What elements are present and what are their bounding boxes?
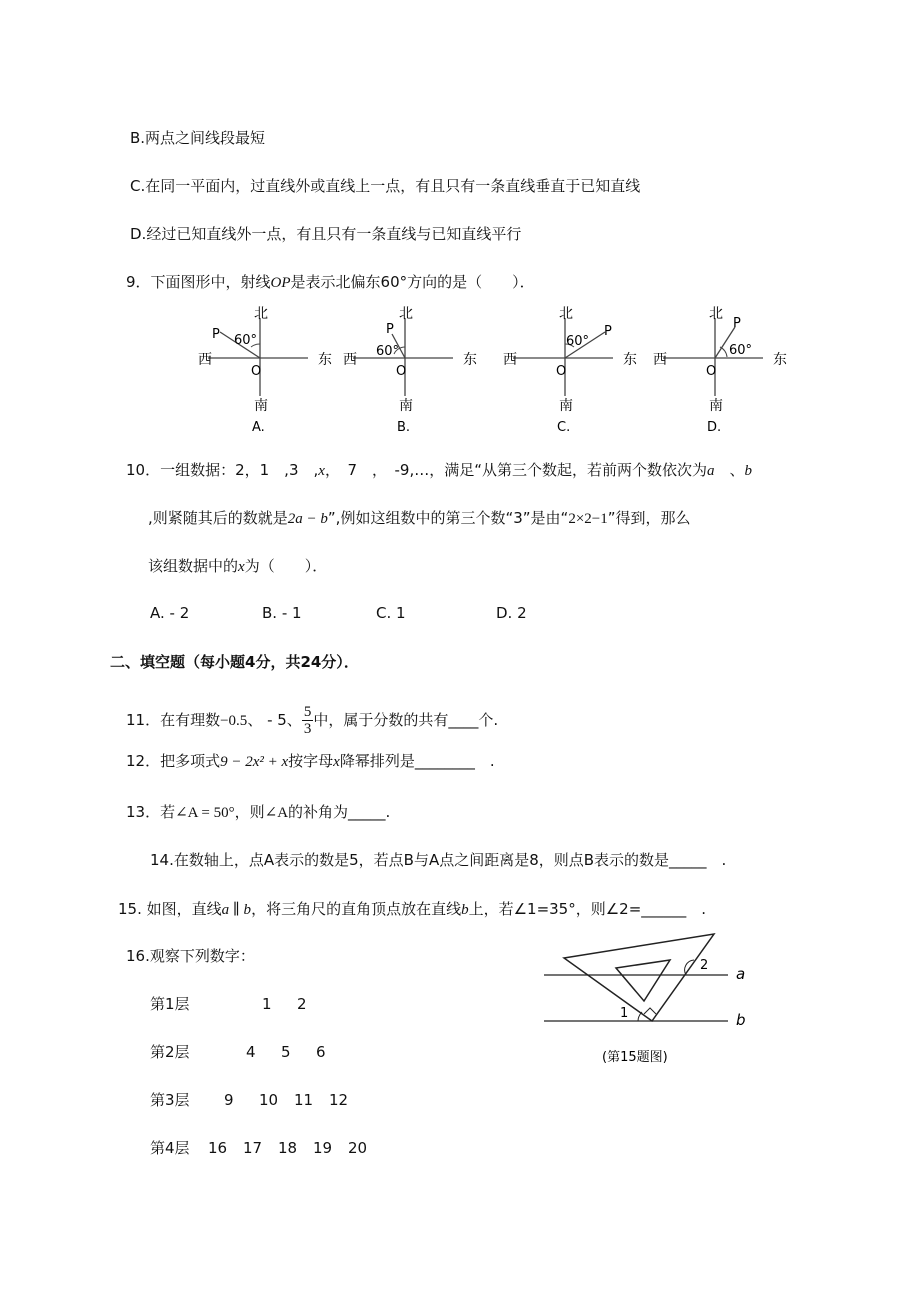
label-a: a (736, 965, 746, 983)
q16-number: 9 (224, 1091, 234, 1109)
q11-post: 中，属于分数的共有____个. (313, 711, 499, 729)
q9-fig-3-label-south: 南 (559, 398, 573, 414)
q9-fig-2-label-east: 东 (463, 352, 477, 368)
q10-option-b: B. - 1 (262, 604, 302, 622)
q9-fig-1-label-west: 西 (198, 352, 212, 368)
q16-number: 10 (259, 1091, 279, 1109)
label-2: 2 (700, 958, 709, 973)
q12-var: x (333, 754, 340, 770)
q13-post: 的补角为_____. (288, 803, 391, 821)
q13-mid: ，则 (234, 803, 265, 821)
q9-fig-3-label-east: 东 (623, 352, 637, 368)
q8-option-b: B.两点之间线段最短 (130, 129, 266, 147)
q10-line3-post: 为（ ）． (244, 557, 328, 575)
q9-stem-post: 是表示北偏东60°方向的是（ ）． (290, 273, 535, 291)
q8-option-d: D.经过已知直线外一点，有且只有一条直线与已知直线平行 (130, 225, 522, 243)
q9-fig-2-label-north: 北 (399, 306, 413, 322)
q9-fig-1-label-angle: 60° (234, 333, 258, 348)
q11-pre: 11．在有理数 (126, 711, 221, 729)
q9-fig-4-label-p: P (733, 316, 741, 331)
q14: 14.在数轴上，点A表示的数是5，若点B与A点之间距离是8，则点B表示的数是_____ . (150, 851, 727, 869)
q16-layer-label: 第1层 (150, 995, 190, 1013)
q12 (126, 751, 495, 772)
q16-number: 18 (278, 1139, 298, 1157)
q9-fig-3-label-o: O (556, 364, 567, 379)
q11 (126, 700, 498, 740)
q10-line2-mid: ”,例如这组数中的第三个数“3”是由“ (327, 509, 569, 527)
q9-fig-3-label-west: 西 (503, 352, 517, 368)
q16-number: 1 (262, 995, 272, 1013)
q10-expr2: 2×2−1 (568, 511, 608, 527)
section-2-title: 二、填空题（每小题4分，共24分）． (110, 653, 359, 671)
q10-line1-mid: ， 7 ， -9,…，满足“从第三个数起，若前两个数依次为 (324, 461, 707, 479)
q16-number: 19 (313, 1139, 333, 1157)
triangle-ruler-outer (564, 934, 714, 1021)
q16-number: 16 (208, 1139, 228, 1157)
q10-line3 (148, 556, 327, 577)
q9-fig-1-label-o: O (251, 364, 262, 379)
q9-stem (126, 272, 535, 293)
angle-1-arc (638, 1012, 642, 1021)
q9-fig-4-label-west: 西 (653, 352, 667, 368)
q10-option-a: A. - 2 (150, 604, 190, 622)
q11-frac-num: 5 (303, 704, 312, 720)
q9-fig-4-choice-label: D. (707, 420, 722, 435)
q9-fig-3-choice-label: C. (557, 420, 571, 435)
q10-line2-pre: ,则紧随其后的数就是 (148, 509, 288, 527)
q10-line1-pre: 10．一组数据：2，1 ,3 , (126, 461, 319, 479)
q13-expr2: ∠A (264, 805, 289, 821)
q9-fig-4-label-o: O (706, 364, 717, 379)
q9-fig-3-label-p: P (604, 324, 612, 339)
q16-number: 20 (348, 1139, 368, 1157)
q10-x: x (318, 463, 325, 479)
q10-line2-post: ”得到，那么 (607, 509, 691, 527)
q15-figure (540, 928, 760, 1073)
q10-sep: 、 (714, 461, 745, 479)
q9-stem-op: OP (270, 275, 291, 291)
q9-fig-2-label-south: 南 (399, 398, 413, 414)
q13-pre: 13．若 (126, 803, 176, 821)
q16-number: 17 (243, 1139, 263, 1157)
q9-fig-1-label-south: 南 (254, 398, 268, 414)
q16-layer-label: 第4层 (150, 1139, 190, 1157)
q11-fraction (302, 704, 314, 737)
q10-line2 (148, 508, 691, 529)
q15-post: 上，若∠1=35°，则∠2=______ . (468, 900, 707, 918)
figure-caption: (第15题图) (602, 1050, 668, 1065)
q9-fig-4-label-south: 南 (709, 398, 723, 414)
q15 (118, 899, 706, 920)
q9-compass-figures (190, 300, 790, 435)
q9-fig-4-label-east: 东 (773, 352, 787, 368)
q9-fig-1-label-north: 北 (254, 306, 268, 322)
q13 (126, 802, 390, 823)
q9-fig-1-label-p: P (212, 327, 220, 342)
q11-sep1: 、 - 5、 (247, 711, 302, 729)
q12-pre: 12．把多项式 (126, 752, 221, 770)
q16-number: 2 (297, 995, 307, 1013)
q9-fig-1-label-east: 东 (318, 352, 332, 368)
label-b: b (736, 1011, 746, 1029)
q16-number: 4 (246, 1043, 256, 1061)
q16-layer-label: 第2层 (150, 1043, 190, 1061)
q9-fig-4-label-angle: 60° (729, 343, 753, 358)
q15-pre: 15. 如图，直线 (118, 900, 222, 918)
q9-fig-2-label-angle: 60° (376, 344, 400, 359)
q12-post: 降幂排列是________ . (339, 752, 495, 770)
q10-b: b (744, 463, 752, 479)
q10-x2: x (238, 559, 245, 575)
right-angle-mark (644, 1008, 656, 1014)
q11-n1: −0.5 (220, 713, 248, 729)
q15-expr: a ∥ b (221, 902, 252, 918)
q10-option-c: C. 1 (376, 604, 406, 622)
q16-title: 16.观察下列数字： (126, 947, 255, 965)
q9-fig-2-label-p: P (386, 322, 394, 337)
q15-mid: ，将三角尺的直角顶点放在直线 (251, 900, 462, 918)
q9-fig-3-label-north: 北 (559, 306, 573, 322)
q9-fig-2-choice-label: B. (397, 420, 411, 435)
q12-mid: 按字母 (288, 752, 334, 770)
q15-b: b (461, 902, 469, 918)
q10-line1 (126, 460, 752, 481)
q9-fig-2-label-west: 西 (343, 352, 357, 368)
q13-expr1: ∠A = 50° (175, 805, 235, 821)
q16-number: 6 (316, 1043, 326, 1061)
q9-fig-2-label-o: O (396, 364, 407, 379)
q9-stem-pre: 9．下面图形中，射线 (126, 273, 271, 291)
q11-frac-den: 3 (303, 721, 312, 737)
triangle-ruler-inner (616, 960, 670, 1001)
q16-number: 12 (329, 1091, 349, 1109)
q16-layer-label: 第3层 (150, 1091, 190, 1109)
q16-number: 5 (281, 1043, 291, 1061)
q9-fig-3-label-angle: 60° (566, 334, 590, 349)
q10-expr1: 2a − b (287, 511, 328, 527)
q12-expr: 9 − 2x² + x (220, 754, 289, 770)
q9-fig-4-label-north: 北 (709, 306, 723, 322)
q10-line3-pre: 该组数据中的 (148, 557, 239, 575)
label-1: 1 (620, 1006, 629, 1021)
q9-fig-1-choice-label: A. (252, 420, 265, 435)
q8-option-c: C.在同一平面内，过直线外或直线上一点，有且只有一条直线垂直于已知直线 (130, 177, 641, 195)
q10-option-d: D. 2 (496, 604, 527, 622)
q16-number: 11 (294, 1091, 314, 1109)
q10-a: a (706, 463, 715, 479)
